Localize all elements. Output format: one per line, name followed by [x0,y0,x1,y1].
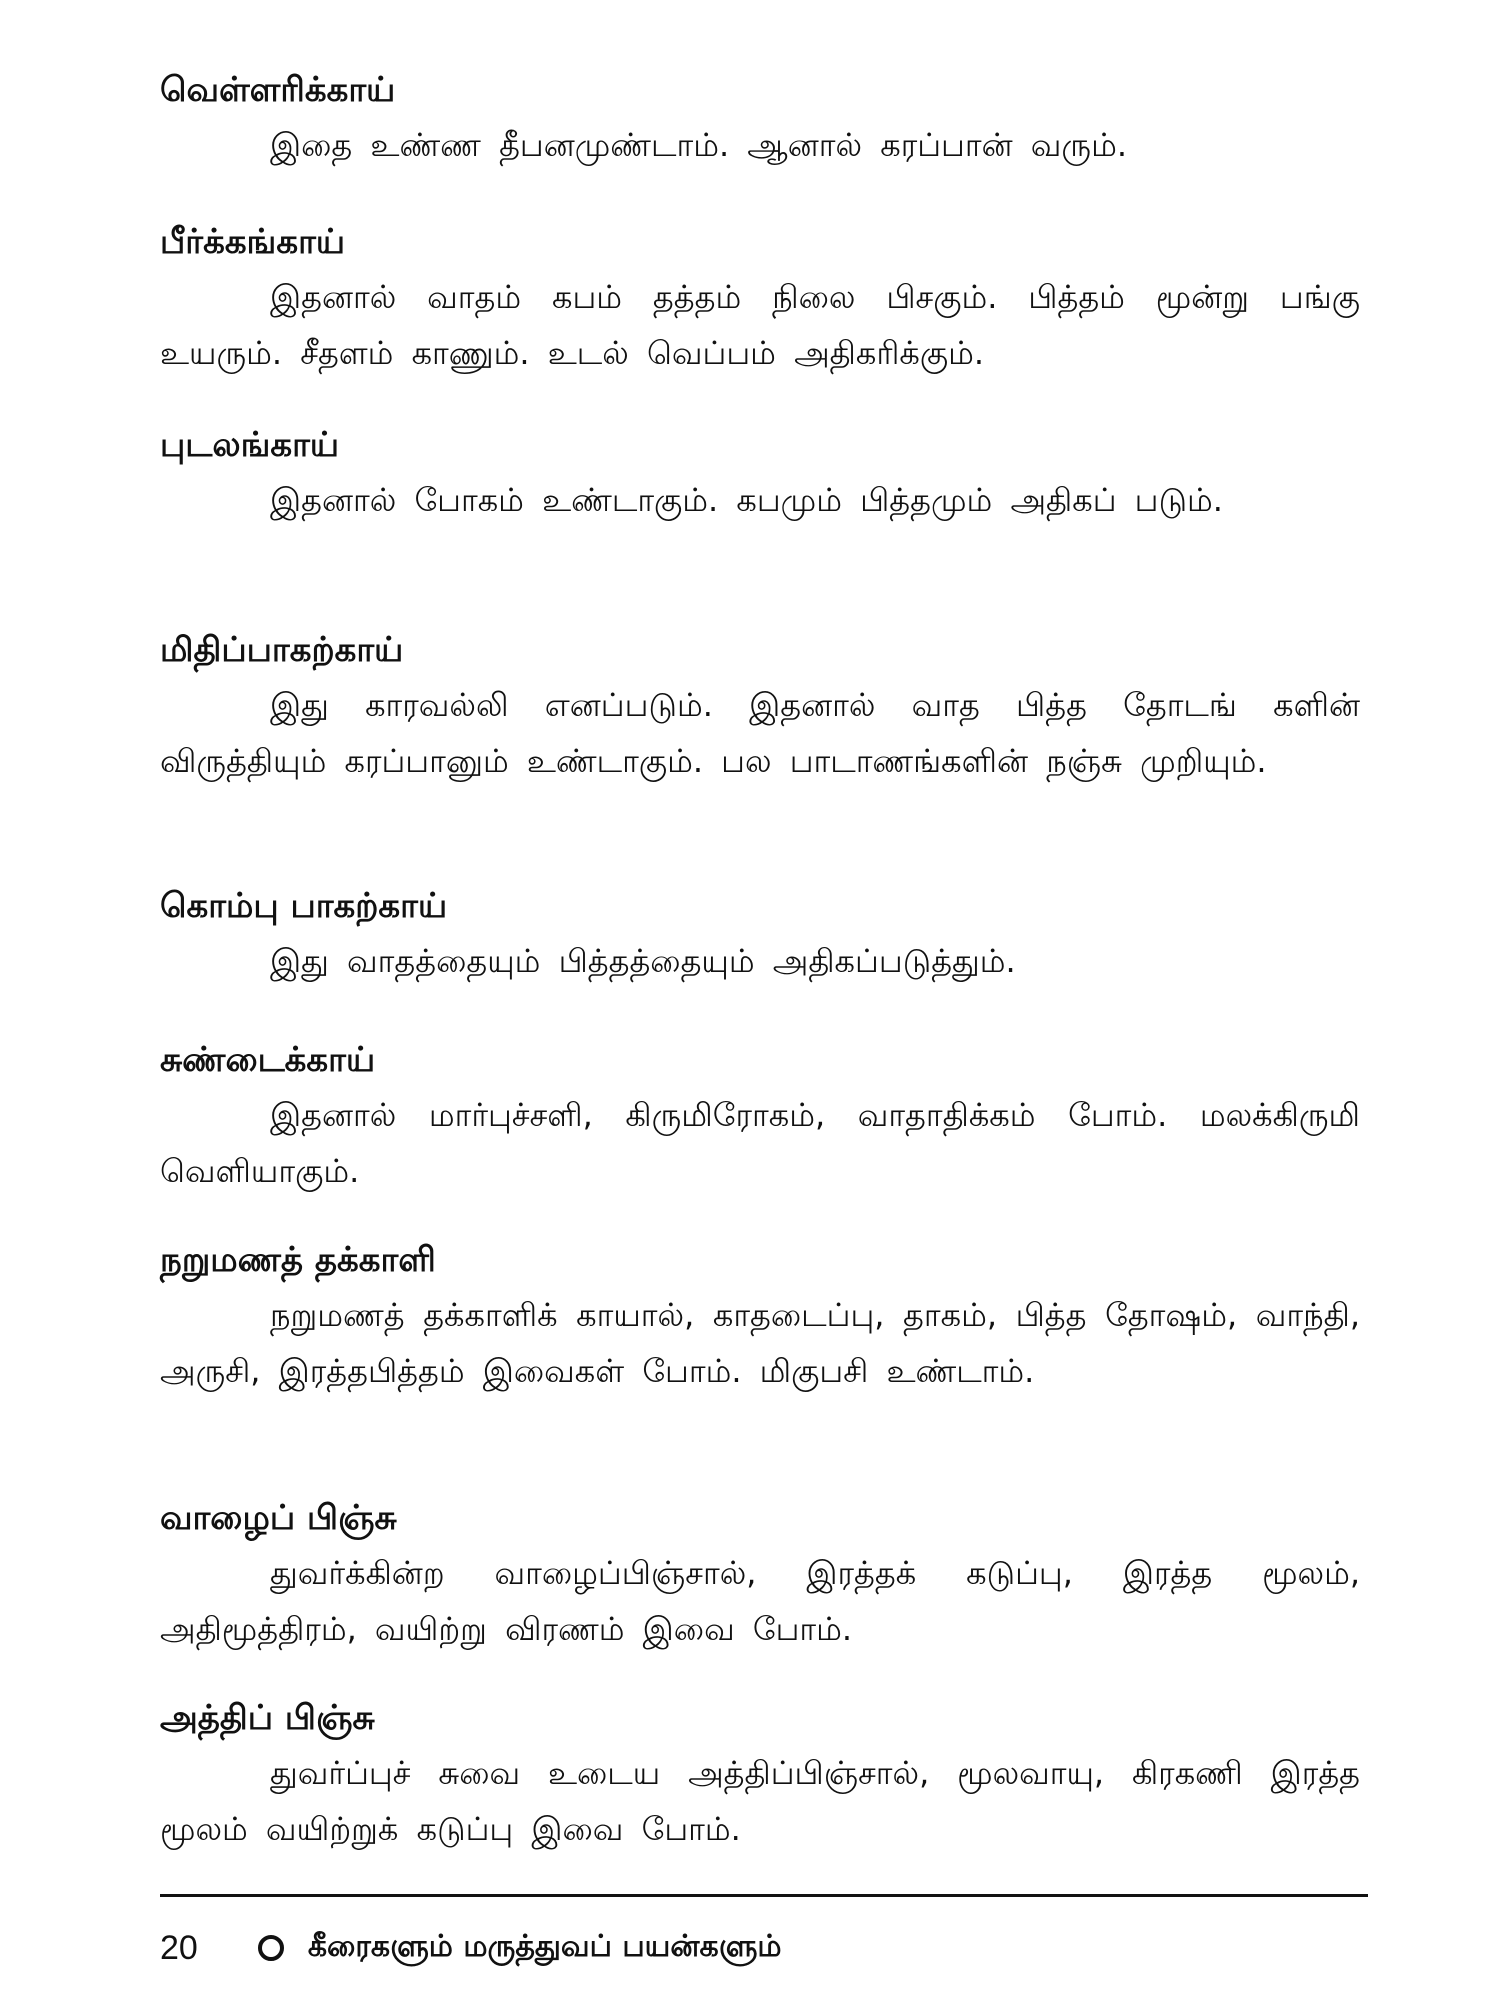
entry-heading: சுண்டைக்காய் [160,1040,376,1080]
entry-heading: நறுமணத் தக்காளி [160,1240,436,1280]
entry-text: இது காரவல்லி எனப்படும். இதனால் வாத பித்த தோடங் களின் விருத்தியும் கரப்பானும் உண்டாகும். பல பாடாணங்களின் நஞ்சு முறியும். [160,685,1360,780]
circle-icon [258,1935,284,1961]
entry-tender-banana [160,1498,1360,1657]
entry-heading: மிதிப்பாகற்காய் [160,630,404,670]
entry-heading: புடலங்காய் [160,425,340,465]
entry-ridge-gourd [160,222,1360,381]
page-footer [160,1918,782,1978]
entry-climbing-bitter-gourd [160,886,1360,989]
entry-heading: அத்திப் பிஞ்சு [160,1698,375,1738]
entry-snake-gourd [160,425,1360,528]
entry-text: துவர்ப்புச் சுவை உடைய அத்திப்பிஞ்சால், மூலவாயு, கிரகணி இரத்த மூலம் வயிற்றுக் கடுப்பு இவை போம். [160,1753,1360,1848]
entry-text: இதனால் மார்புச்சளி, கிருமிரோகம், வாதாதிக்கம் போம். மலக்கிருமி வெளியாகும். [160,1095,1360,1190]
page-number: 20 [160,1928,198,1967]
entry-text: நறுமணத் தக்காளிக் காயால், காதடைப்பு, தாகம், பித்த தோஷம், வாந்தி, அருசி, இரத்தபித்தம் இவைகள் போம். மிகுபசி உண்டாம். [160,1295,1360,1390]
entry-text: இதனால் வாதம் கபம் தத்தம் நிலை பிசகும். பித்தம் மூன்று பங்கு உயரும். சீதளம் காணும். உடல் வெப்பம் அதிகரிக்கும். [160,277,1360,372]
entry-tender-fig [160,1698,1360,1857]
entry-turkey-berry [160,1040,1360,1199]
footer-divider [160,1894,1368,1897]
entry-fragrant-tomato [160,1240,1360,1399]
entry-text: துவர்க்கின்ற வாழைப்பிஞ்சால், இரத்தக் கடுப்பு, இரத்த மூலம், அதிமூத்திரம், வயிற்று விரணம் இவை போம். [160,1553,1360,1648]
entry-text: இது வாதத்தையும் பித்தத்தையும் அதிகப்படுத்தும். [270,941,1016,980]
entry-heading: வாழைப் பிஞ்சு [160,1498,397,1538]
book-title: கீரைகளும் மருத்துவப் பயன்களும் [307,1928,782,1964]
entry-heading: பீர்க்கங்காய் [160,222,346,262]
entry-heading: கொம்பு பாகற்காய் [160,886,448,926]
entry-cucumber [160,70,1360,173]
entry-text: இதை உண்ண தீபனமுண்டாம். ஆனால் கரப்பான் வரும். [270,125,1127,164]
entry-wild-bitter-gourd [160,630,1360,789]
entry-heading: வெள்ளரிக்காய் [160,70,396,110]
entry-text: இதனால் போகம் உண்டாகும். கபமும் பித்தமும் அதிகப் படும். [270,480,1223,519]
